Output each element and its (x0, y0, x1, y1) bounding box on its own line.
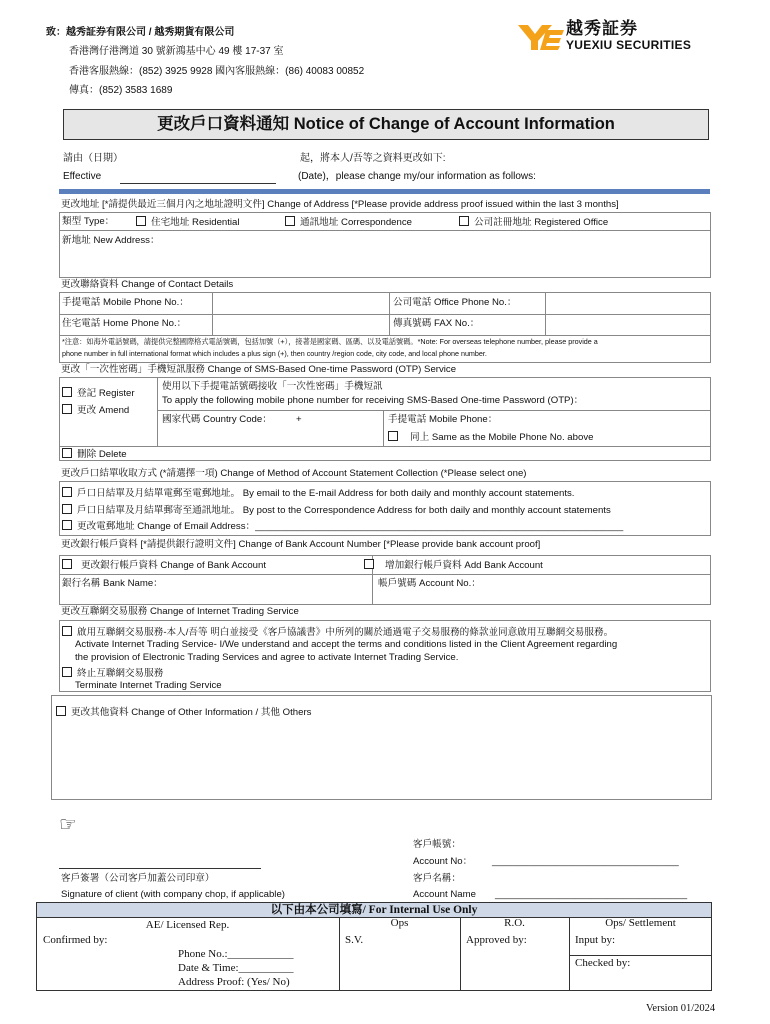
client-account-name-en: Account Name (413, 889, 476, 900)
client-signature-cn: 客戶簽署（公司客戶加蓋公司印章） (61, 873, 215, 884)
page-title-cn: 更改戶口資料通知 (157, 115, 290, 133)
divider (569, 955, 712, 956)
add-bank-label: 增加銀行帳戶資料 Add Bank Account (385, 560, 543, 571)
bank-name-field[interactable] (180, 575, 370, 604)
phone-note-line1: *注意：如海外電話號碼，請提供完整國際格式電話號碼，包括加號（+），接著是國家碼、區碼、以及電話號碼。*Note: For overseas telephone number, please provide a (62, 337, 598, 346)
activate-internet-checkbox[interactable] (62, 626, 72, 636)
statement-email-checkbox[interactable] (62, 487, 72, 497)
page-title (63, 109, 709, 140)
address-type-residential[interactable] (136, 216, 240, 229)
sv-label: S.V. (345, 934, 364, 946)
mobile-phone-label: 手提電話 Mobile Phone No.： (62, 297, 189, 308)
effective-date-field[interactable] (120, 183, 276, 184)
otp-same-as[interactable] (388, 431, 593, 444)
other-info-checkbox[interactable] (56, 706, 66, 716)
ops-settlement-header: Ops/ Settlement (605, 917, 676, 929)
terminate-internet-en: Terminate Internet Trading Service (75, 680, 222, 691)
country-code-label: 國家代碼 Country Code： (162, 414, 272, 425)
client-signature-en: Signature of client (with company chop, if applicable) (61, 889, 285, 900)
date-time-label: Date & Time:__________ (178, 962, 294, 974)
ae-header: AE/ Licensed Rep. (145, 919, 230, 931)
mobile-phone-field[interactable] (213, 293, 388, 313)
terminate-internet-cn: 終止互聯網交易服務 (77, 668, 164, 679)
phone-no-label: Phone No.:____________ (178, 948, 294, 960)
divider (383, 410, 384, 446)
change-email-option[interactable] (62, 520, 623, 533)
otp-register-label: 登記 Register (77, 388, 135, 399)
address-proof-label: Address Proof: (Yes/ No) (178, 976, 290, 988)
page-title-en: Notice of Change of Account Information (293, 115, 615, 133)
otp-delete[interactable] (62, 448, 127, 461)
home-phone-field[interactable] (213, 315, 388, 334)
statement-post-cn: 戶口日結單及月結單郵寄至通訊地址。 (77, 505, 241, 516)
fax-number-field[interactable] (546, 315, 710, 334)
account-no-label: 帳戶號碼 Account No.： (378, 578, 481, 589)
divider (59, 446, 711, 447)
add-bank-option[interactable] (364, 559, 543, 572)
logo-chinese: 越秀証券 (566, 19, 638, 38)
address-type-registered[interactable] (459, 216, 608, 229)
statement-post-en: By post to the Correspondence Address for both daily and monthly account statements (242, 505, 611, 516)
address-section-heading: 更改地址 [*請提供最近三個月內之地址證明文件] Change of Address [*Please provide address proof issued within the last 3 months] (61, 199, 619, 210)
ops-header: Ops (390, 917, 409, 929)
otp-register-checkbox[interactable] (62, 387, 72, 397)
new-address-label: 新地址 New Address： (62, 235, 160, 246)
company-address: 香港灣仔港灣道 30 號新鴻基中心 49 樓 17-37 室 (69, 46, 284, 57)
otp-delete-checkbox[interactable] (62, 448, 72, 458)
activate-internet-en1: Activate Internet Trading Service- I/We understand and accept the terms and conditions listed in the Client Agreement regarding (75, 639, 618, 650)
change-bank-label: 更改銀行帳戶資料 Change of Bank Account (81, 560, 267, 571)
activate-internet-cn: 啟用互聯網交易服務-本人/吾等 明白並接受《客戶協議書》中所列的關於通過電子交易服務的條款並同意啟用互聯網交易服務。 (77, 627, 614, 638)
addressee-line: 致：越秀証券有限公司 / 越秀期貨有限公司 (46, 27, 235, 38)
phone-note-line2: phone number in full international format which includes a plus sign (+), then country /region code, city code, and local phone number. (62, 349, 487, 358)
change-bank-checkbox[interactable] (62, 559, 72, 569)
internal-use-title: 以下由本公司填寫/ For Internal Use Only (270, 904, 478, 916)
same-as-mobile-label: 同上 Same as the Mobile Phone No. above (410, 432, 594, 443)
home-phone-label: 住宅電話 Home Phone No.： (62, 318, 187, 329)
terminate-internet-option[interactable] (62, 667, 163, 680)
hotline-text: 香港客服熱線：(852) 3925 9928 國內客服熱線：(86) 40083 00852 (69, 66, 365, 77)
address-type-label: 類型 Type： (62, 216, 115, 227)
change-email-label: 更改電郵地址 Change of Email Address： (77, 521, 256, 532)
approved-by-label: Approved by: (466, 934, 527, 946)
client-account-name-cn: 客戶名稱： (413, 873, 461, 884)
otp-instruction-en: To apply the following mobile phone number for receiving SMS-Based One-time Password (OTP)： (162, 395, 584, 406)
same-as-mobile-checkbox[interactable] (388, 431, 398, 441)
otp-delete-label: 刪除 Delete (77, 449, 127, 460)
otp-amend-checkbox[interactable] (62, 404, 72, 414)
pointing-hand-icon: ☞ (59, 812, 77, 836)
client-account-no-en: Account No： (413, 856, 473, 867)
office-phone-field[interactable] (546, 293, 710, 313)
divider (59, 230, 711, 231)
input-by-label: Input by: (575, 934, 616, 946)
statement-email-option[interactable] (62, 487, 574, 500)
statement-email-cn: 戶口日結單及月結單電郵至電郵地址。 (77, 488, 241, 499)
signature-line[interactable] (59, 868, 261, 869)
contact-section-heading: 更改聯絡資料 Change of Contact Details (61, 279, 234, 290)
otp-register[interactable] (62, 387, 135, 400)
blue-divider (59, 189, 710, 194)
registered-office-checkbox[interactable] (459, 216, 469, 226)
otp-section-heading: 更改「一次性密碼」手機短訊服務 Change of SMS-Based One-time Password (OTP) Service (61, 364, 457, 375)
residential-label: 住宅地址 Residential (151, 217, 240, 228)
statement-post-checkbox[interactable] (62, 504, 72, 514)
divider (157, 377, 158, 446)
effective-label-cn: 請由（日期） (63, 153, 123, 164)
bank-section-heading: 更改銀行帳戶資料 [*請提供銀行證明文件] Change of Bank Account Number [*Please provide bank account proof] (61, 539, 541, 550)
internet-section-heading: 更改互聯網交易服務 Change of Internet Trading Service (61, 606, 299, 617)
ro-header: R.O. (504, 917, 525, 929)
otp-amend[interactable] (62, 404, 129, 417)
office-phone-label: 公司電話 Office Phone No.： (393, 297, 517, 308)
fax-text: 傳真：(852) 3583 1689 (69, 85, 173, 96)
confirmed-by-label: Confirmed by: (43, 934, 108, 946)
residential-checkbox[interactable] (136, 216, 146, 226)
statement-post-option[interactable] (62, 504, 611, 517)
registered-office-label: 公司註冊地址 Registered Office (474, 217, 609, 228)
change-email-field[interactable]: _____________________________________________________________________ (255, 521, 624, 532)
company-logo (516, 19, 728, 54)
version-label: Version 01/2024 (646, 1003, 716, 1014)
account-no-field[interactable] (492, 575, 710, 604)
other-info-option[interactable] (56, 706, 311, 719)
correspondence-checkbox[interactable] (285, 216, 295, 226)
address-type-correspondence[interactable] (285, 216, 412, 229)
change-bank-option[interactable] (62, 559, 266, 572)
fax-number-label: 傳真號碼 FAX No.： (393, 318, 480, 329)
bank-name-label: 銀行名稱 Bank Name： (62, 578, 163, 589)
country-code-field[interactable] (305, 411, 381, 445)
add-bank-checkbox[interactable] (364, 559, 374, 569)
otp-amend-label: 更改 Amend (77, 405, 130, 416)
yuexiu-logo-icon (516, 22, 566, 52)
activate-internet-en2: the provision of Electronic Trading Services and agree to activate Internet Trading Service. (75, 652, 459, 663)
activate-internet-option[interactable] (62, 626, 613, 639)
effective-label-en: Effective (63, 171, 102, 182)
checked-by-label: Checked by: (575, 957, 631, 969)
client-account-no-field[interactable]: ___________________________________ (492, 856, 679, 867)
otp-instruction-cn: 使用以下手提電話號碼接收「一次性密碼」手機短訊 (162, 381, 383, 392)
correspondence-label: 通訊地址 Correspondence (300, 217, 412, 228)
effective-right-cn: 起，將本人/吾等之資料更改如下: (300, 153, 446, 164)
divider (157, 410, 711, 411)
other-info-label: 更改其他資料 Change of Other Information / 其他 Others (71, 707, 312, 718)
terminate-internet-checkbox[interactable] (62, 667, 72, 677)
change-email-checkbox[interactable] (62, 520, 72, 530)
client-account-no-cn: 客戶帳號： (413, 839, 461, 850)
statement-email-en: By email to the E-mail Address for both daily and monthly account statements. (242, 488, 575, 499)
logo-english: YUEXIU SECURITIES (566, 38, 692, 52)
country-code-plus: + (296, 414, 302, 425)
divider (59, 335, 711, 336)
client-account-name-field[interactable]: ____________________________________ (495, 889, 688, 900)
otp-mobile-label: 手提電話 Mobile Phone： (388, 414, 498, 425)
effective-right-en: (Date)，please change my/our information as follows: (298, 171, 536, 182)
statement-section-heading: 更改戶口結單收取方式 (*請選擇一項) Change of Method of Account Statement Collection (*Please select one) (61, 468, 527, 479)
